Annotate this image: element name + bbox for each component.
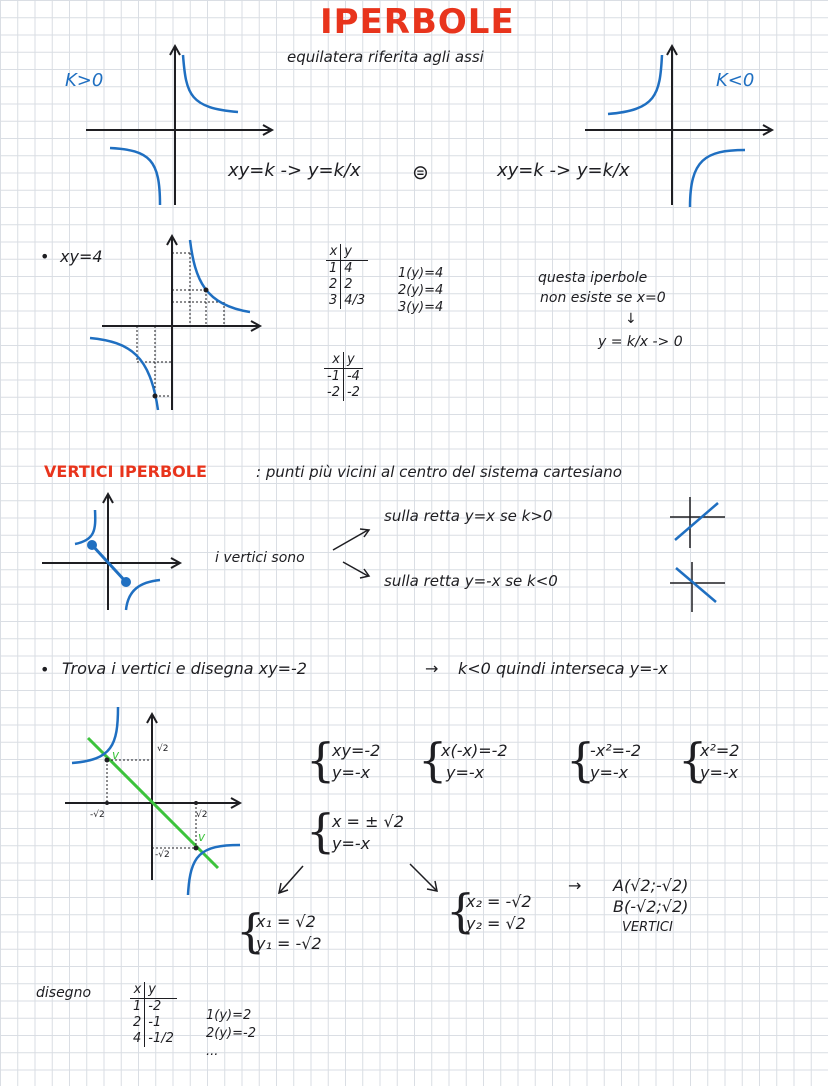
formula-right: xy=k -> y=k/x bbox=[497, 160, 630, 181]
drawing-check: 1(y)=2 bbox=[206, 1008, 252, 1023]
table-cell: -1/2 bbox=[148, 1031, 174, 1046]
note-line-1: questa iperbole bbox=[538, 270, 648, 286]
table-head-x: x bbox=[130, 982, 145, 999]
vertices-definition: : punti più vicini al centro del sistema cartesiano bbox=[256, 463, 622, 481]
system-brace: { bbox=[566, 733, 596, 787]
table-cell: 4 bbox=[344, 261, 353, 276]
system-2-eq1: x(-x)=-2 bbox=[441, 741, 508, 760]
table-cell: 1 bbox=[326, 261, 341, 278]
result-label: VERTICI bbox=[622, 920, 673, 935]
note-line-2: non esiste se x=0 bbox=[540, 290, 666, 306]
table-head-y: y bbox=[341, 244, 368, 261]
table-cell: 1 bbox=[130, 999, 145, 1016]
vertices-heading: VERTICI IPERBOLE bbox=[44, 462, 207, 481]
table-cell: 4/3 bbox=[344, 293, 366, 308]
system-brace: { bbox=[418, 733, 448, 787]
solution-1-y: y₁ = -√2 bbox=[256, 934, 322, 953]
example1-equation: xy=4 bbox=[60, 247, 103, 266]
system-2-eq2: y=-x bbox=[446, 763, 485, 782]
vertex-mark-b: v bbox=[112, 748, 120, 762]
k-positive-label: K>0 bbox=[65, 70, 104, 91]
system-5-eq1: x = ± √2 bbox=[332, 812, 404, 831]
table-cell: -4 bbox=[346, 369, 360, 384]
system-brace: { bbox=[306, 733, 336, 787]
table-cell: -1 bbox=[148, 1015, 162, 1030]
check-line: 1(y)=4 bbox=[398, 266, 444, 281]
system-1-eq1: xy=-2 bbox=[332, 741, 381, 760]
system-5-eq2: y=-x bbox=[332, 834, 371, 853]
table-head-x: x bbox=[324, 352, 343, 369]
vertices-intro: i vertici sono bbox=[215, 550, 305, 566]
axis-label-x-neg: -√2 bbox=[90, 810, 105, 820]
axis-label-y-pos: √2 bbox=[157, 744, 169, 754]
table-cell: -2 bbox=[346, 385, 360, 400]
system-4-eq2: y=-x bbox=[700, 763, 739, 782]
system-brace: { bbox=[446, 884, 476, 938]
drawing-label: disegno bbox=[36, 985, 92, 1001]
solution-2-x: x₂ = -√2 bbox=[466, 892, 532, 911]
equiv-symbol: ⊜ bbox=[412, 160, 429, 184]
bullet-1: • bbox=[40, 247, 50, 266]
table-cell: 2 bbox=[130, 1015, 145, 1031]
result-arrow-icon: → bbox=[568, 876, 582, 895]
result-a: A(√2;-√2) bbox=[613, 876, 689, 895]
page-subtitle: equilatera riferita agli assi bbox=[287, 48, 484, 66]
table-cell: 2 bbox=[344, 277, 353, 292]
table-cell: 2 bbox=[326, 277, 341, 293]
arrow-down-icon: ↓ bbox=[625, 311, 637, 327]
system-1-eq2: y=-x bbox=[332, 763, 371, 782]
axis-label-y-neg: -√2 bbox=[155, 850, 170, 860]
table-head-x: x bbox=[326, 244, 341, 261]
check-line: 2(y)=4 bbox=[398, 283, 444, 298]
solution-1-x: x₁ = √2 bbox=[256, 912, 316, 931]
arrow-right-icon: → bbox=[425, 659, 439, 678]
bullet-2: • bbox=[40, 660, 50, 679]
table-cell: -2 bbox=[148, 999, 162, 1014]
page-title: IPERBOLE bbox=[320, 2, 515, 42]
solution-2-y: y₂ = √2 bbox=[466, 914, 526, 933]
system-brace: { bbox=[236, 904, 266, 958]
k-negative-label: K<0 bbox=[716, 70, 755, 91]
table-cell: -2 bbox=[324, 385, 343, 401]
drawing-check: ... bbox=[206, 1044, 219, 1059]
table-cell: 3 bbox=[326, 293, 341, 309]
system-3-eq1: -x²=-2 bbox=[590, 741, 642, 760]
result-b: B(-√2;√2) bbox=[613, 897, 689, 916]
system-brace: { bbox=[306, 804, 336, 858]
formula-left: xy=k -> y=k/x bbox=[228, 160, 361, 181]
exercise-prompt: Trova i vertici e disegna xy=-2 bbox=[62, 659, 307, 678]
axis-label-x-pos: √2 bbox=[196, 810, 208, 820]
table-cell: -1 bbox=[324, 369, 343, 386]
vertices-case-1: sulla retta y=x se k>0 bbox=[384, 507, 553, 525]
table-xy-minus2 bbox=[130, 982, 177, 1047]
vertices-case-2: sulla retta y=-x se k<0 bbox=[384, 572, 558, 590]
table-cell: 4 bbox=[130, 1031, 145, 1047]
system-4-eq1: x²=2 bbox=[700, 741, 740, 760]
drawing-check: 2(y)=-2 bbox=[206, 1026, 256, 1041]
check-line: 3(y)=4 bbox=[398, 300, 444, 315]
table-head-y: y bbox=[343, 352, 362, 369]
system-3-eq2: y=-x bbox=[590, 763, 629, 782]
system-brace: { bbox=[678, 733, 708, 787]
vertex-mark-a: v bbox=[198, 830, 206, 844]
table-head-y: y bbox=[145, 982, 177, 999]
note-formula: y = k/x -> 0 bbox=[598, 334, 683, 350]
exercise-conclusion: k<0 quindi interseca y=-x bbox=[458, 659, 668, 678]
